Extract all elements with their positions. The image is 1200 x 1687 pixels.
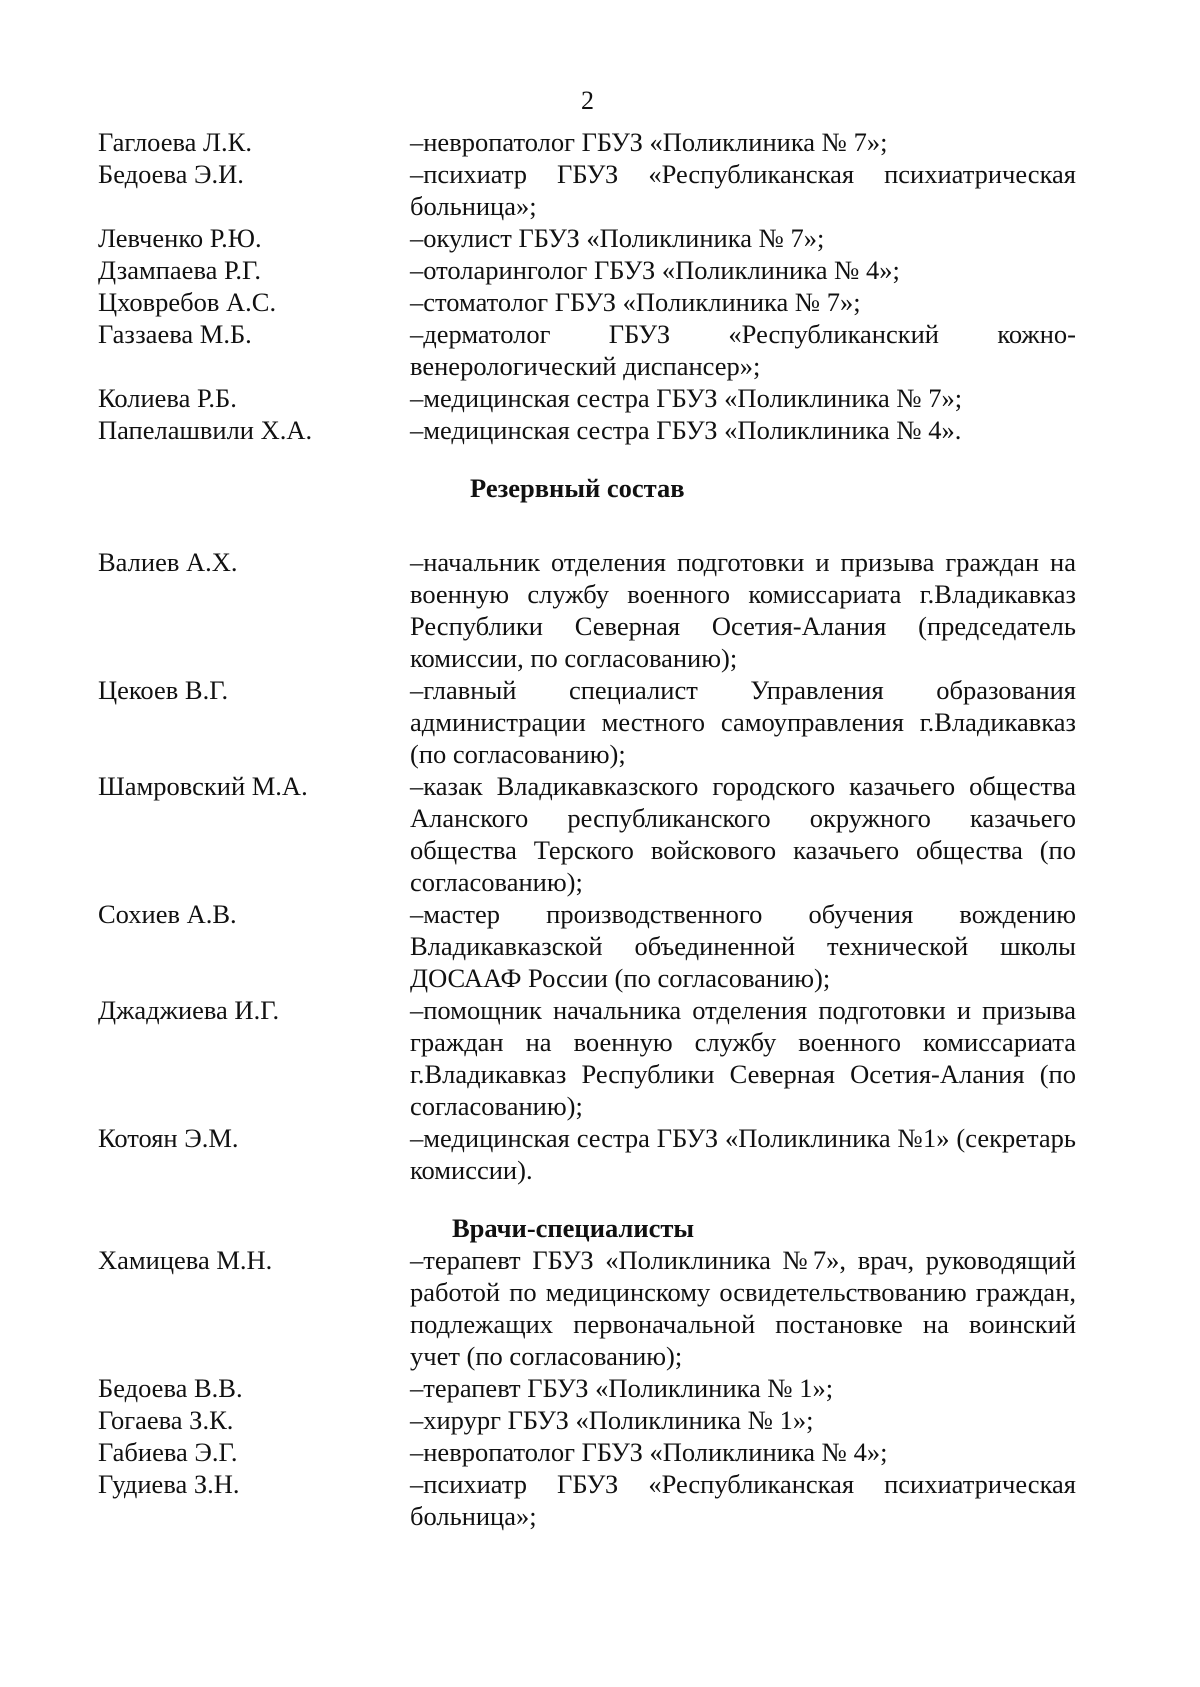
member-role: –медицинская сестра ГБУЗ «Поликлиника № 7»; bbox=[410, 383, 963, 413]
section-heading-reserve: Резервный состав bbox=[470, 473, 685, 503]
member-row bbox=[98, 158, 1076, 222]
main-member-list bbox=[98, 126, 1076, 446]
member-role: –невропатолог ГБУЗ «Поликлиника № 4»; bbox=[410, 1437, 888, 1467]
member-row bbox=[98, 994, 1076, 1122]
member-name: Гудиева З.Н. bbox=[98, 1469, 240, 1499]
member-name: Колиева Р.Б. bbox=[98, 383, 237, 413]
member-row bbox=[98, 222, 1076, 254]
member-role: –терапевт ГБУЗ «Поликлиника № 1»; bbox=[410, 1373, 834, 1403]
member-name: Гаглоева Л.К. bbox=[98, 127, 252, 157]
member-name: Цекоев В.Г. bbox=[98, 675, 229, 705]
member-row bbox=[98, 1122, 1076, 1186]
member-role: –медицинская сестра ГБУЗ «Поликлиника № 4». bbox=[410, 415, 962, 445]
member-name: Джаджиева И.Г. bbox=[98, 995, 280, 1025]
member-row bbox=[98, 126, 1076, 158]
member-row bbox=[98, 318, 1076, 382]
page-number: 2 bbox=[581, 86, 594, 115]
member-role: –психиатр ГБУЗ «Республиканская психиатрическая больница»; bbox=[410, 1469, 1076, 1531]
member-role: –медицинская сестра ГБУЗ «Поликлиника №1» (секретарь комиссии). bbox=[410, 1123, 1076, 1185]
member-role: –хирург ГБУЗ «Поликлиника № 1»; bbox=[410, 1405, 814, 1435]
reserve-member-list bbox=[98, 546, 1076, 1186]
member-role: –помощник начальника отделения подготовки и призыва граждан на военную службу военного комиссариата г.Владикавказ Республики Северная Осетия-Алания (по согласованию); bbox=[410, 995, 1076, 1121]
member-name: Газзаева М.Б. bbox=[98, 319, 252, 349]
member-row bbox=[98, 1372, 1076, 1404]
member-row bbox=[98, 674, 1076, 770]
member-name: Гогаева З.К. bbox=[98, 1405, 234, 1435]
member-row bbox=[98, 898, 1076, 994]
member-name: Габиева Э.Г. bbox=[98, 1437, 238, 1467]
member-row bbox=[98, 1468, 1076, 1532]
member-row bbox=[98, 414, 1076, 446]
member-role: –терапевт ГБУЗ «Поликлиника №7», врач, руководящий работой по медицинскому освидетельствованию граждан, подлежащих первоначальной постановке на воинский учет (по согласованию); bbox=[410, 1245, 1076, 1371]
member-row bbox=[98, 382, 1076, 414]
member-name: Валиев А.Х. bbox=[98, 547, 238, 577]
member-role: –главный специалист Управления образования администрации местного самоуправления г.Владикавказ (по согласованию); bbox=[410, 675, 1076, 769]
doctors-list bbox=[98, 1244, 1076, 1532]
member-row bbox=[98, 254, 1076, 286]
member-row bbox=[98, 1244, 1076, 1372]
member-name: Папелашвили Х.А. bbox=[98, 415, 313, 445]
member-name: Шамровский М.А. bbox=[98, 771, 308, 801]
member-row bbox=[98, 286, 1076, 318]
member-name: Бедоева В.В. bbox=[98, 1373, 243, 1403]
section-heading-doctors: Врачи-специалисты bbox=[452, 1213, 695, 1243]
document-body bbox=[98, 126, 1076, 1532]
member-name: Левченко Р.Ю. bbox=[98, 223, 262, 253]
member-row bbox=[98, 770, 1076, 898]
member-name: Хамицева М.Н. bbox=[98, 1245, 273, 1275]
member-name: Сохиев А.В. bbox=[98, 899, 237, 929]
member-role: –казак Владикавказского городского казачьего общества Аланского республиканского окружного казачьего общества Терского войскового казачьего общества (по согласованию); bbox=[410, 771, 1076, 897]
member-name: Котоян Э.М. bbox=[98, 1123, 239, 1153]
member-role: –окулист ГБУЗ «Поликлиника № 7»; bbox=[410, 223, 825, 253]
member-role: –стоматолог ГБУЗ «Поликлиника № 7»; bbox=[410, 287, 861, 317]
member-name: Дзампаева Р.Г. bbox=[98, 255, 261, 285]
member-role: –невропатолог ГБУЗ «Поликлиника № 7»; bbox=[410, 127, 888, 157]
member-role: –мастер производственного обучения вождению Владикавказской объединенной технической школы ДОСААФ России (по согласованию); bbox=[410, 899, 1076, 993]
member-row bbox=[98, 1404, 1076, 1436]
member-role: –отоларинголог ГБУЗ «Поликлиника № 4»; bbox=[410, 255, 900, 285]
member-role: –дерматолог ГБУЗ «Республиканский кожно-венерологический диспансер»; bbox=[410, 319, 1076, 381]
member-role: –начальник отделения подготовки и призыва граждан на военную службу военного комиссариата г.Владикавказ Республики Северная Осетия-Алания (председатель комиссии, по согласованию); bbox=[410, 547, 1076, 673]
member-row bbox=[98, 546, 1076, 674]
member-row bbox=[98, 1436, 1076, 1468]
member-name: Цховребов А.С. bbox=[98, 287, 277, 317]
member-name: Бедоева Э.И. bbox=[98, 159, 244, 189]
member-role: –психиатр ГБУЗ «Республиканская психиатрическая больница»; bbox=[410, 159, 1076, 221]
